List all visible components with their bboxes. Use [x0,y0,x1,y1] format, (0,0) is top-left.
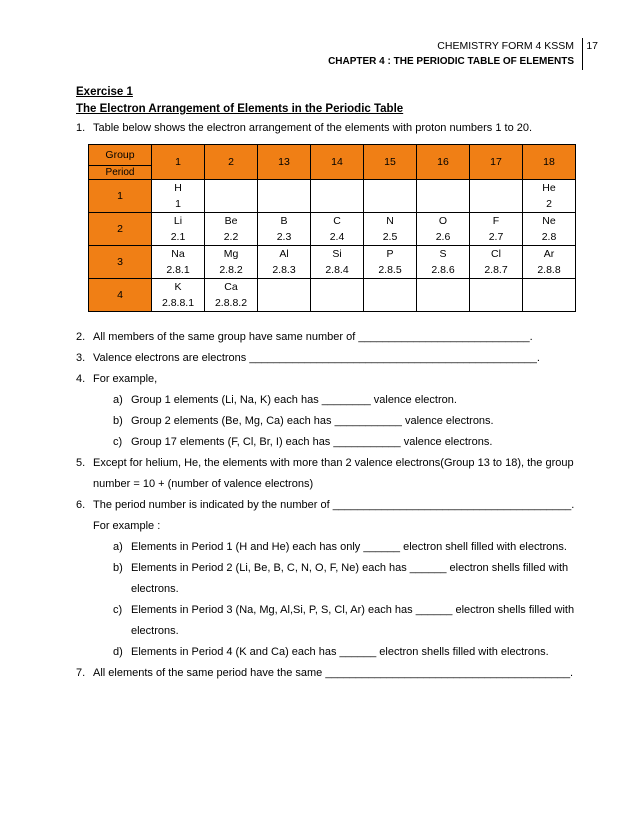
element-symbol: Ne [542,215,556,227]
table-row [89,213,576,246]
period-label: 2 [89,213,152,246]
sub-text: Group 17 elements (F, Cl, Br, I) each has ___________ valence electrons. [131,436,493,448]
element-cell [364,213,417,246]
question-4a [76,390,576,411]
element-symbol: He [542,182,556,194]
element-cell [364,246,417,279]
element-cell [205,279,258,312]
electron-arrangement [311,196,363,212]
element-symbol [417,279,469,295]
electron-arrangement: 2.8.7 [484,264,508,276]
electron-arrangement [205,196,257,212]
element-symbol: K [174,281,182,293]
period-label: 4 [89,279,152,312]
question-text: For example, [93,373,158,385]
element-cell [364,279,417,312]
sub-text: Elements in Period 2 (Li, Be, B, C, N, O, F, Ne) each has ______ electron shells filled with [131,562,569,574]
sub-text: Group 2 elements (Be, Mg, Ca) each has ___________ valence electrons. [131,415,494,427]
element-cell [152,246,205,279]
element-cell [258,213,311,246]
element-cell [311,213,364,246]
period-label: 3 [89,246,152,279]
element-symbol: Be [224,215,238,227]
electron-arrangement: 2.8.6 [431,264,455,276]
sub-letter: b) [113,415,123,427]
page-header [328,38,598,70]
sub-letter: c) [113,604,123,616]
question-4 [76,369,576,390]
group-header: 16 [417,145,470,180]
element-symbol: Mg [223,248,239,260]
question-number: 3. [76,352,86,364]
sub-letter: b) [113,562,123,574]
electron-arrangement: 2.3 [276,231,292,243]
electron-arrangement [417,295,469,311]
electron-arrangement: 2.8.5 [378,264,402,276]
question-5-continued: number = 10 + (number of valence electrons) [93,478,314,490]
electron-arrangement: 2.2 [223,231,239,243]
element-symbol [364,279,416,295]
element-symbol [523,279,575,295]
electron-arrangement: 2 [546,198,552,210]
group-header: 18 [523,145,576,180]
question-6-continued: For example : [93,520,161,532]
question-6 [76,495,576,516]
element-cell [311,246,364,279]
question-number: 7. [76,667,86,679]
electron-arrangement: 2.1 [170,231,186,243]
electron-arrangement [417,196,469,212]
group-header: 13 [258,145,311,180]
question-6a [76,537,576,558]
sub-text: Elements in Period 1 (H and He) each has only ______ electron shell filled with electrons. [131,541,567,553]
element-symbol: N [386,215,394,227]
exercise-heading: Exercise 1 [76,86,133,98]
group-header: 14 [311,145,364,180]
element-symbol: Cl [491,248,501,260]
electron-arrangement [523,295,575,311]
element-symbol: O [438,215,448,227]
sub-text: Group 1 elements (Li, Na, K) each has ________ valence electron. [131,394,457,406]
electron-arrangement: 2.8.8 [537,264,561,276]
element-symbol: Na [171,248,185,260]
question-text: Valence electrons are electrons _______________________________________________. [93,352,540,364]
element-symbol: Li [173,215,183,227]
electron-arrangement: 2.8.8.1 [161,297,195,309]
table-corner-cell [89,145,152,180]
element-cell [311,279,364,312]
element-symbol: Al [279,248,289,260]
electron-arrangement: 2.4 [329,231,345,243]
element-symbol [311,279,363,295]
element-symbol [258,180,310,196]
element-cell [523,279,576,312]
question-number: 4. [76,373,86,385]
corner-group-label: Group [89,145,151,166]
element-cell [470,180,523,213]
period-label: 1 [89,180,152,213]
question-6c-continued: electrons. [131,625,179,637]
electron-arrangement [470,196,522,212]
element-cell [523,246,576,279]
sub-text: Elements in Period 3 (Na, Mg, Al,Si, P, S, Cl, Ar) each has ______ electron shells filled with [131,604,575,616]
element-cell [205,180,258,213]
question-6c [76,600,576,621]
element-cell [258,246,311,279]
sub-letter: a) [113,394,123,406]
question-text: All elements of the same period have the same ________________________________________. [93,667,574,679]
element-symbol [470,180,522,196]
element-symbol: H [174,182,182,194]
question-3 [76,348,576,369]
electron-arrangement: 2.8 [541,231,557,243]
table-row [89,180,576,213]
element-cell [417,213,470,246]
element-symbol: C [333,215,341,227]
element-cell [417,279,470,312]
electron-arrangement: 2.8.4 [325,264,349,276]
electron-arrangement [258,196,310,212]
electron-arrangement [258,295,310,311]
question-number: 6. [76,499,86,511]
element-cell [523,213,576,246]
group-header: 2 [205,145,258,180]
question-number: 5. [76,457,86,469]
corner-period-label: Period [105,167,135,178]
element-cell [470,213,523,246]
page-number: 17 [586,40,598,52]
element-cell [152,279,205,312]
element-cell [258,180,311,213]
question-number: 2. [76,331,86,343]
question-text: Except for helium, He, the elements with more than 2 valence electrons(Group 13 to 18), the group [93,457,574,469]
question-text: All members of the same group have same number of ____________________________. [93,331,533,343]
question-7 [76,663,576,684]
question-1 [76,118,576,139]
group-header: 17 [470,145,523,180]
electron-arrangement: 1 [175,198,181,210]
question-number: 1. [76,122,86,134]
sub-letter: c) [113,436,123,448]
element-symbol [417,180,469,196]
element-symbol: Ca [224,281,238,293]
electron-arrangement [364,196,416,212]
element-cell [417,246,470,279]
element-symbol: S [439,248,447,260]
electron-arrangement: 2.8.3 [272,264,296,276]
element-symbol: B [280,215,288,227]
worksheet-content [76,84,576,684]
element-cell [205,213,258,246]
electron-arrangement: 2.8.1 [166,264,190,276]
table-header-row [89,145,576,180]
question-6b-continued: electrons. [131,583,179,595]
question-text: The period number is indicated by the number of _______________________________________. [93,499,575,511]
element-symbol [364,180,416,196]
element-cell [152,180,205,213]
electron-arrangement: 2.8.2 [219,264,243,276]
element-cell [152,213,205,246]
question-4b [76,411,576,432]
element-cell [311,180,364,213]
question-6b [76,558,576,579]
question-text: Table below shows the electron arrangement of the elements with proton numbers 1 to 20. [93,122,533,134]
element-symbol [470,279,522,295]
section-title: The Electron Arrangement of Elements in the Periodic Table [76,103,404,115]
header-chapter: CHAPTER 4 : THE PERIODIC TABLE OF ELEMENTS [328,56,574,67]
electron-arrangement [311,295,363,311]
group-header: 1 [152,145,205,180]
table-row [89,246,576,279]
element-cell [205,246,258,279]
group-header: 15 [364,145,417,180]
element-cell [417,180,470,213]
electron-arrangement [470,295,522,311]
electron-arrangement: 2.5 [382,231,398,243]
electron-arrangement [364,295,416,311]
element-cell [364,180,417,213]
element-symbol: F [492,215,500,227]
element-cell [523,180,576,213]
electron-arrangement: 2.8.8.2 [214,297,248,309]
question-2 [76,327,576,348]
electron-arrangement-table [88,144,576,312]
sub-letter: a) [113,541,123,553]
element-cell [470,246,523,279]
question-4c [76,432,576,453]
sub-letter: d) [113,646,123,658]
header-divider [582,38,583,70]
question-5 [76,453,576,474]
element-symbol: Ar [543,248,555,260]
question-6d [76,642,576,663]
element-symbol [205,180,257,196]
element-symbol [258,279,310,295]
electron-arrangement: 2.6 [435,231,451,243]
table-row [89,279,576,312]
electron-arrangement: 2.7 [488,231,504,243]
element-symbol [311,180,363,196]
element-cell [470,279,523,312]
element-symbol: P [386,248,394,260]
element-symbol: Si [332,248,342,260]
header-subject: CHEMISTRY FORM 4 KSSM [437,40,574,52]
sub-text: Elements in Period 4 (K and Ca) each has ______ electron shells filled with electrons. [131,646,549,658]
element-cell [258,279,311,312]
